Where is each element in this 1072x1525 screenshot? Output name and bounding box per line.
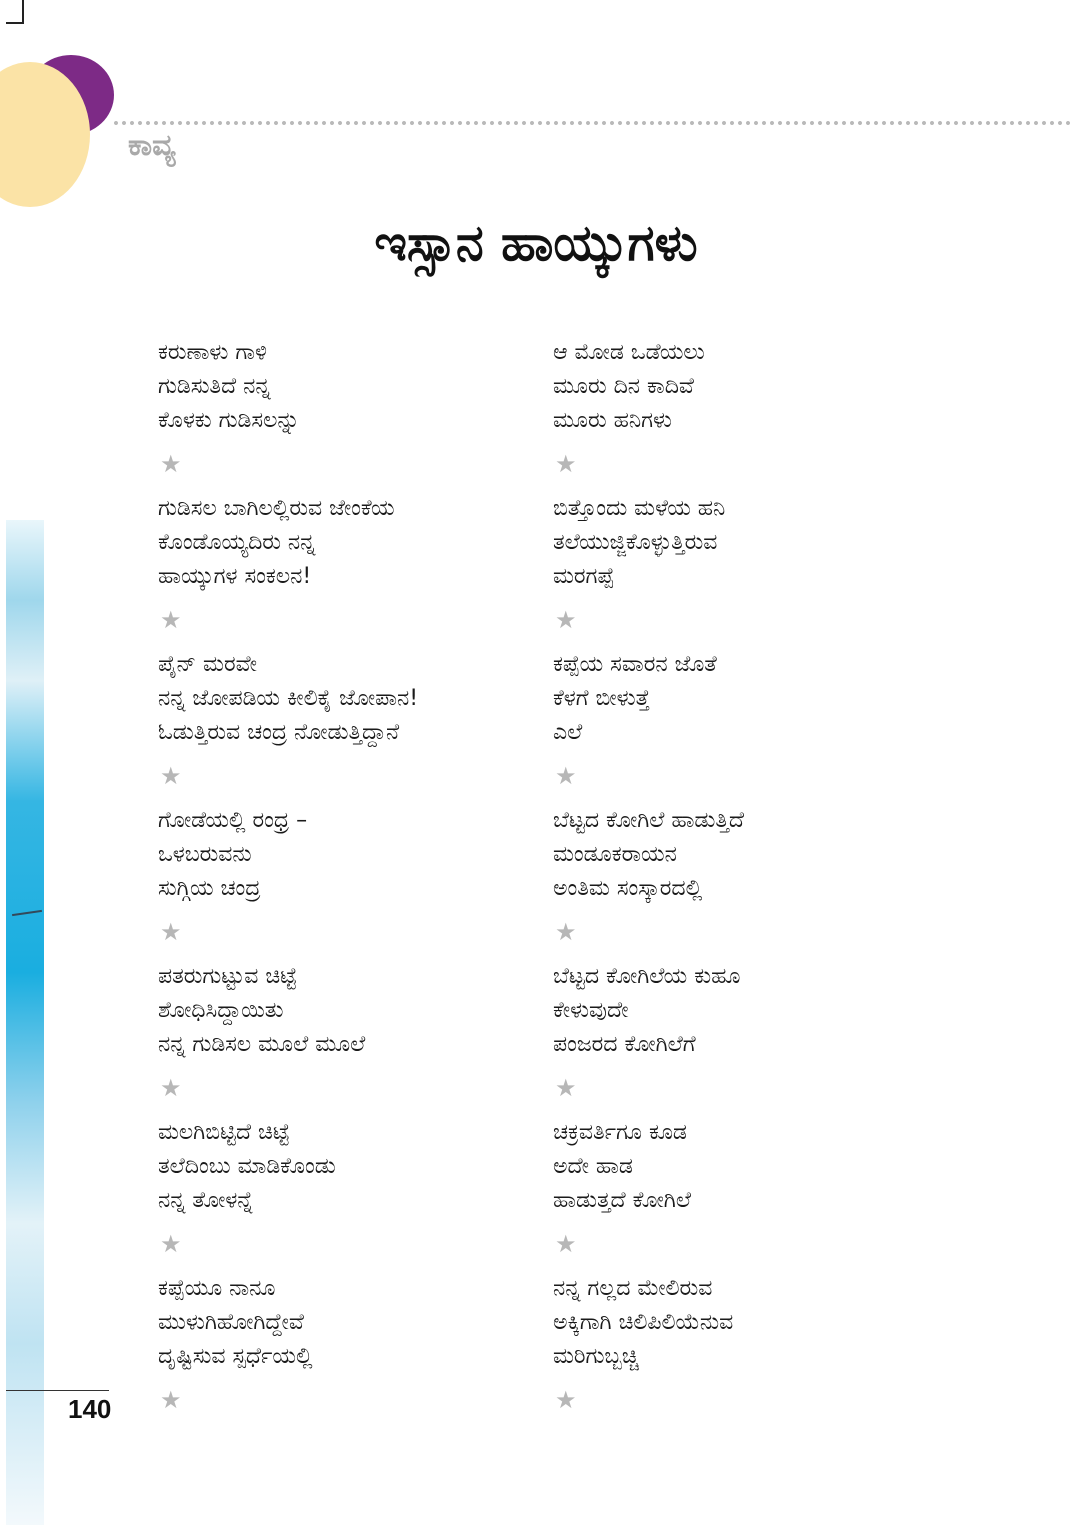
haiku-line: ಅಂತಿಮ ಸಂಸ್ಕಾರದಲ್ಲಿ xyxy=(553,876,703,901)
page-number: 140 xyxy=(68,1394,112,1424)
right-poem-column xyxy=(553,336,933,1428)
haiku-line: ಕೆಳಗೆ ಬೀಳುತ್ತೆ xyxy=(553,686,650,711)
page-number-rule xyxy=(6,1390,109,1391)
haiku-line: ಕರುಣಾಳು ಗಾಳಿ xyxy=(158,340,268,365)
haiku-line: ಕೊಳಕು ಗುಡಿಸಲನ್ನು xyxy=(158,408,300,433)
haiku-line: ತಲೆಯುಜ್ಜಿಕೊಳ್ಳುತ್ತಿರುವ xyxy=(553,530,718,555)
haiku-line: ನನ್ನ ತೋಳನ್ನೆ xyxy=(158,1188,254,1213)
haiku-line: ತಲೆದಿಂಬು ಮಾಡಿಕೊಂಡು xyxy=(158,1154,336,1179)
section-label: ಕಾವ್ಯ xyxy=(128,128,176,163)
star-separator-icon: ★ xyxy=(160,1074,182,1102)
haiku-stanza xyxy=(553,648,933,790)
star-separator-icon: ★ xyxy=(160,606,182,634)
dotted-header-rule xyxy=(112,120,1072,126)
haiku-line: ಮೂರು ದಿನ ಕಾದಿವೆ xyxy=(553,374,694,399)
left-poem-column xyxy=(158,336,538,1428)
haiku-line: ಪತರುಗುಟ್ಟುವ ಚಿಟ್ಟೆ xyxy=(158,964,298,989)
haiku-stanza xyxy=(553,1272,933,1414)
haiku-line: ನನ್ನ ಗಲ್ಲದ ಮೇಲಿರುವ xyxy=(553,1276,713,1301)
haiku-stanza xyxy=(158,648,538,790)
star-separator-icon: ★ xyxy=(555,606,577,634)
haiku-stanza xyxy=(158,804,538,946)
crop-mark-horizontal xyxy=(6,22,24,24)
haiku-stanza xyxy=(158,960,538,1102)
haiku-line: ಚಕ್ರವರ್ತಿಗೂ ಕೂಡ xyxy=(553,1120,687,1145)
haiku-line: ಮರಗಪ್ಪೆ xyxy=(553,564,615,589)
star-separator-icon: ★ xyxy=(555,1230,577,1258)
star-separator-icon: ★ xyxy=(160,450,182,478)
haiku-line: ಗುಡಿಸಲ ಬಾಗಿಲಲ್ಲಿರುವ ಜೇಂಕೆಯ xyxy=(158,496,395,521)
haiku-line: ಮಲಗಿಬಿಟ್ಟಿದೆ ಚಿಟ್ಟೆ xyxy=(158,1120,290,1145)
star-separator-icon: ★ xyxy=(555,918,577,946)
star-separator-icon: ★ xyxy=(555,1386,577,1414)
star-separator-icon: ★ xyxy=(555,1074,577,1102)
haiku-stanza xyxy=(553,804,933,946)
haiku-line: ದೃಷ್ಟಿಸುವ ಸ್ಪರ್ಧೆಯಲ್ಲಿ xyxy=(158,1344,313,1369)
sky-image-strip xyxy=(6,520,44,1525)
haiku-line: ಪಂಜರದ ಕೋಗಿಲೆಗೆ xyxy=(553,1032,696,1057)
star-separator-icon: ★ xyxy=(555,762,577,790)
haiku-stanza xyxy=(553,960,933,1102)
haiku-line: ಕೇಳುವುದೇ xyxy=(553,998,629,1023)
star-separator-icon: ★ xyxy=(160,1386,182,1414)
haiku-line: ಬೆಟ್ಟದ ಕೋಗಿಲೆ ಹಾಡುತ್ತಿದೆ xyxy=(553,808,745,833)
crop-mark-vertical xyxy=(22,0,24,24)
haiku-line: ಓಡುತ್ತಿರುವ ಚಂದ್ರ ನೋಡುತ್ತಿದ್ದಾನೆ xyxy=(158,720,400,745)
haiku-line: ಹಾಯ್ಕುಗಳ ಸಂಕಲನ! xyxy=(158,564,312,589)
star-separator-icon: ★ xyxy=(555,450,577,478)
haiku-stanza xyxy=(158,1116,538,1258)
haiku-stanza xyxy=(553,336,933,478)
haiku-line: ಕೊಂಡೊಯ್ಯದಿರು ನನ್ನ xyxy=(158,530,316,555)
haiku-line: ಆ ಮೋಡ ಒಡೆಯಲು xyxy=(553,340,705,365)
poem-title: ಇಸ್ಸಾನ ಹಾಯ್ಕುಗಳು xyxy=(374,214,698,272)
haiku-line: ಹಾಡುತ್ತದೆ ಕೋಗಿಲೆ xyxy=(553,1188,691,1213)
haiku-line: ಸುಗ್ಗಿಯ ಚಂದ್ರ xyxy=(158,876,261,901)
haiku-line: ಎಲೆ xyxy=(553,720,583,745)
haiku-line: ಅದೇ ಹಾಡ xyxy=(553,1154,633,1179)
haiku-line: ಬಿತ್ತೊಂದು ಮಳೆಯ ಹನಿ xyxy=(553,496,726,521)
haiku-line: ಒಳಬರುವನು xyxy=(158,842,252,867)
haiku-line: ಮುಳುಗಿಹೋಗಿದ್ದೇವೆ xyxy=(158,1310,304,1335)
haiku-line: ಮಂಡೂಕರಾಯನ xyxy=(553,842,677,867)
haiku-line: ಮೂರು ಹನಿಗಳು xyxy=(553,408,672,433)
haiku-line: ಗುಡಿಸುತಿದೆ ನನ್ನ xyxy=(158,374,271,399)
haiku-line: ಬೆಟ್ಟದ ಕೋಗಿಲೆಯ ಕುಹೂ xyxy=(553,964,741,989)
haiku-stanza xyxy=(158,1272,538,1414)
haiku-line: ಶೋಧಿಸಿದ್ದಾಯಿತು xyxy=(158,998,284,1023)
haiku-line: ಮರಿಗುಬ್ಬಚ್ಚಿ xyxy=(553,1344,639,1369)
haiku-stanza xyxy=(553,1116,933,1258)
star-separator-icon: ★ xyxy=(160,918,182,946)
haiku-line: ನನ್ನ ಜೋಪಡಿಯ ಕೀಲಿಕೈ ಜೋಪಾನ! xyxy=(158,686,419,711)
haiku-line: ಕಪ್ಪೆಯ ಸವಾರನ ಜೊತೆ xyxy=(553,652,717,677)
haiku-stanza xyxy=(158,336,538,478)
haiku-line: ಅಕ್ಕಿಗಾಗಿ ಚಿಲಿಪಿಲಿಯೆನುವ xyxy=(553,1310,734,1335)
haiku-stanza xyxy=(553,492,933,634)
haiku-line: ನನ್ನ ಗುಡಿಸಲ ಮೂಲೆ ಮೂಲೆ xyxy=(158,1032,366,1057)
haiku-line: ಗೋಡೆಯಲ್ಲಿ ರಂಧ್ರ – xyxy=(158,808,308,833)
haiku-stanza xyxy=(158,492,538,634)
haiku-line: ಕಪ್ಪೆಯೂ ನಾನೂ xyxy=(158,1276,276,1301)
star-separator-icon: ★ xyxy=(160,1230,182,1258)
star-separator-icon: ★ xyxy=(160,762,182,790)
haiku-line: ಪೈನ್ ಮರವೇ xyxy=(158,652,257,677)
